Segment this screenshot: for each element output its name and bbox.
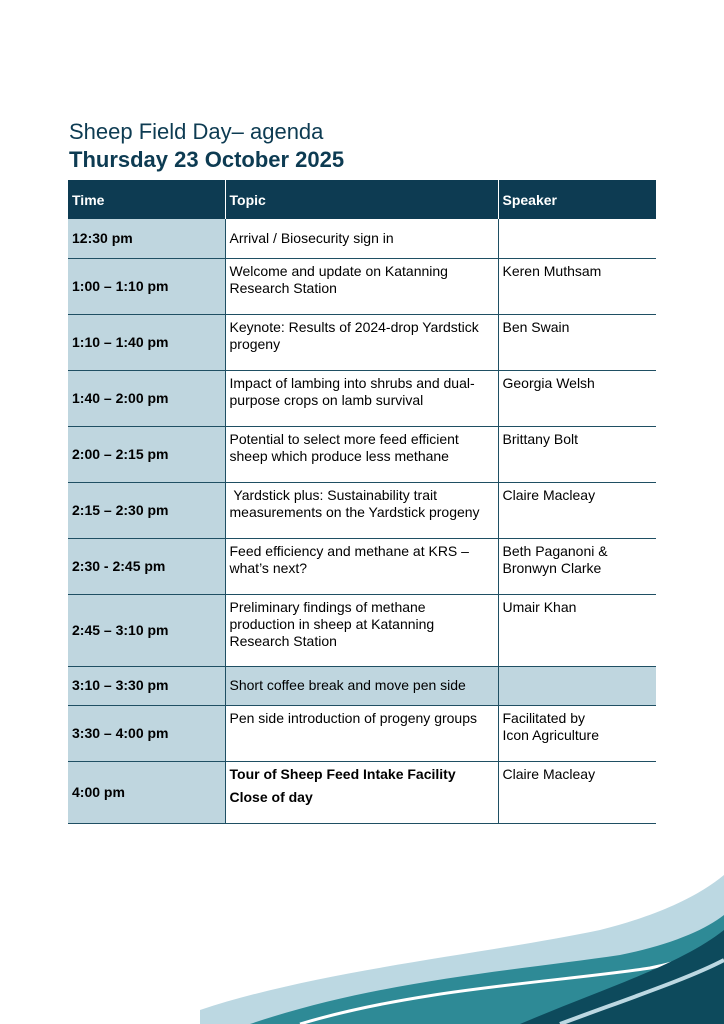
row-topic: Yardstick plus: Sustainability trait measurements on the Yardstick progeny	[225, 482, 498, 538]
table-row	[68, 705, 656, 761]
row-speaker: Brittany Bolt	[498, 426, 656, 482]
agenda-table	[68, 180, 656, 824]
table-row	[68, 538, 656, 594]
table-row	[68, 258, 656, 314]
page-date: Thursday 23 October 2025	[69, 147, 345, 172]
row-topic: Potential to select more feed efficient sheep which produce less methane	[225, 426, 498, 482]
row-topic: Keynote: Results of 2024-drop Yardstick progeny	[225, 314, 498, 370]
table-row	[68, 426, 656, 482]
row-topic	[225, 761, 498, 823]
header-topic: Topic	[225, 180, 498, 219]
row-time: 3:10 – 3:30 pm	[68, 666, 225, 705]
row-topic: Feed efficiency and methane at KRS – what’s next?	[225, 538, 498, 594]
speaker-line: Icon Agriculture	[502, 726, 599, 743]
page-title: Sheep Field Day– agenda	[69, 119, 324, 144]
table-row	[68, 594, 656, 666]
row-time: 1:10 – 1:40 pm	[68, 314, 225, 370]
row-speaker: Georgia Welsh	[498, 370, 656, 426]
table-row	[68, 761, 656, 823]
row-speaker: Ben Swain	[498, 314, 656, 370]
row-speaker: Claire Macleay	[498, 761, 656, 823]
row-speaker: Beth Paganoni & Bronwyn Clarke	[498, 538, 656, 594]
header-time: Time	[68, 180, 225, 219]
table-row	[68, 314, 656, 370]
row-speaker: Claire Macleay	[498, 482, 656, 538]
table-header-row	[68, 180, 656, 219]
row-speaker: Umair Khan	[498, 594, 656, 666]
row-time: 2:00 – 2:15 pm	[68, 426, 225, 482]
row-topic: Impact of lambing into shrubs and dual-purpose crops on lamb survival	[225, 370, 498, 426]
row-speaker	[498, 705, 656, 761]
row-speaker	[498, 666, 656, 705]
row-topic: Preliminary findings of methane production in sheep at Katanning Research Station	[225, 594, 498, 666]
table-row	[68, 482, 656, 538]
table-row	[68, 666, 656, 705]
row-topic: Pen side introduction of progeny groups	[225, 705, 498, 761]
topic-line: Tour of Sheep Feed Intake Facility	[229, 765, 456, 782]
row-topic: Arrival / Biosecurity sign in	[225, 219, 498, 258]
speaker-line: Facilitated by	[502, 709, 585, 726]
row-topic: Welcome and update on Katanning Research Station	[225, 258, 498, 314]
row-time: 2:30 - 2:45 pm	[68, 538, 225, 594]
row-time: 12:30 pm	[68, 219, 225, 258]
header-speaker: Speaker	[498, 180, 656, 219]
topic-line: Close of day	[229, 788, 313, 805]
row-time: 3:30 – 4:00 pm	[68, 705, 225, 761]
decorative-wave-graphic	[0, 860, 724, 1024]
table-row	[68, 370, 656, 426]
row-time: 1:00 – 1:10 pm	[68, 258, 225, 314]
row-time: 2:15 – 2:30 pm	[68, 482, 225, 538]
row-speaker: Keren Muthsam	[498, 258, 656, 314]
row-speaker	[498, 219, 656, 258]
row-topic: Short coffee break and move pen side	[225, 666, 498, 705]
table-row	[68, 219, 656, 258]
title-block	[69, 118, 344, 174]
row-time: 4:00 pm	[68, 761, 225, 823]
row-time: 2:45 – 3:10 pm	[68, 594, 225, 666]
row-time: 1:40 – 2:00 pm	[68, 370, 225, 426]
